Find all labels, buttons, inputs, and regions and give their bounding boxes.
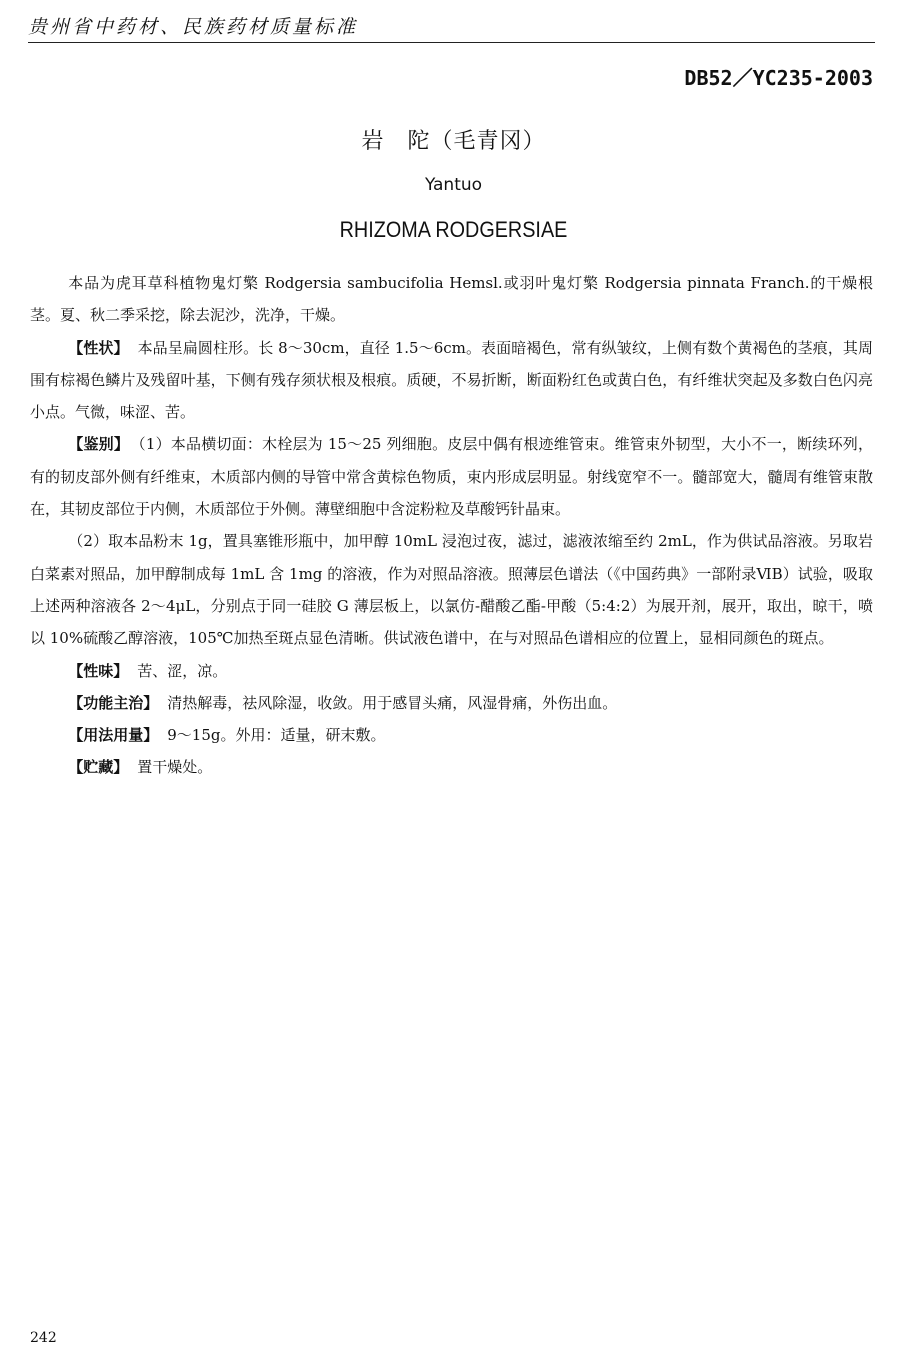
header-divider: [28, 42, 875, 43]
identification-label: 【鉴别】: [68, 435, 130, 454]
page-number: 242: [30, 1330, 57, 1346]
storage-text: 置干燥处。: [137, 758, 213, 777]
intro-paragraph: 本品为虎耳草科植物鬼灯檠 Rodgersia sambucifolia Hemsl.或羽叶鬼灯檠 Rodgersia pinnata Franch.的干燥根茎。夏、秋二季采挖，除去泥沙，洗净，干燥。: [30, 274, 873, 325]
dosage-text: 9～15g。外用：适量，研末敷。: [167, 726, 386, 745]
title-pinyin: Yantuo: [424, 175, 483, 195]
functions-text: 清热解毒，祛风除湿，收敛。用于感冒头痛，风湿骨痛，外伤出血。: [167, 693, 618, 712]
title-latin: RHIZOMA RODGERSIAE: [339, 217, 568, 242]
storage-label: 【贮藏】: [68, 758, 129, 777]
properties-label: 【性状】: [68, 338, 129, 357]
identification-section: [30, 428, 873, 525]
dosage-label: 【用法用量】: [68, 726, 159, 745]
properties-section: [30, 332, 873, 429]
functions-label: 【功能主治】: [68, 693, 159, 712]
standard-number: DB52／YC235-2003: [684, 66, 873, 90]
monograph-body: [30, 267, 873, 784]
identification-text-1: （1）本品横切面：木栓层为 15～25 列细胞。皮层中偶有根迹维管束。维管束外韧型，大小不一，断续环列，有的韧皮部外侧有纤维束，木质部内侧的导管中常含黄棕色物质，束内形成层明显。射线宽窄不一。髓部宽大，髓周有维管束散在，其韧皮部位于内侧，木质部位于外侧。薄壁细胞中含淀粉粒及草酸钙针晶束。: [30, 435, 873, 519]
functions-section: [30, 687, 873, 719]
taste-label: 【性味】: [68, 661, 129, 680]
taste-text: 苦、涩，凉。: [137, 661, 228, 680]
storage-section: [30, 751, 873, 783]
dosage-section: [30, 719, 873, 751]
properties-text: 本品呈扁圆柱形。长 8～30cm，直径 1.5～6cm。表面暗褐色，常有纵皱纹，上侧有数个黄褐色的茎痕，其周围有棕褐色鳞片及残留叶基，下侧有残存须状根及根痕。质硬，不易折断，断面粉红色或黄白色，有纤维状突起及多数白色闪亮小点。气微，味涩、苦。: [30, 338, 873, 422]
taste-section: [30, 655, 873, 687]
identification-paragraph-2: （2）取本品粉末 1g，置具塞锥形瓶中，加甲醇 10mL 浸泡过夜，滤过，滤液浓缩至约 2mL，作为供试品溶液。另取岩白菜素对照品，加甲醇制成每 1mL 含 1mg 的溶液，作为对照品溶液。照薄层色谱法（《中国药典》一部附录ⅥB）试验，吸取上述两种溶液各 2～4μL，分别点于同一硅胶 G 薄层板上，以氯仿-醋酸乙酯-甲酸（5:4:2）为展开剂，展开，取出，晾干，喷以 10%硫酸乙醇溶液，105℃加热至斑点显色清晰。供试液色谱中，在与对照品色谱相应的位置上，显相同颜色的斑点。: [30, 532, 873, 648]
page-title: 岩 陀（毛青冈）: [361, 129, 546, 154]
running-header: 贵州省中药材、民族药材质量标准: [28, 16, 359, 38]
